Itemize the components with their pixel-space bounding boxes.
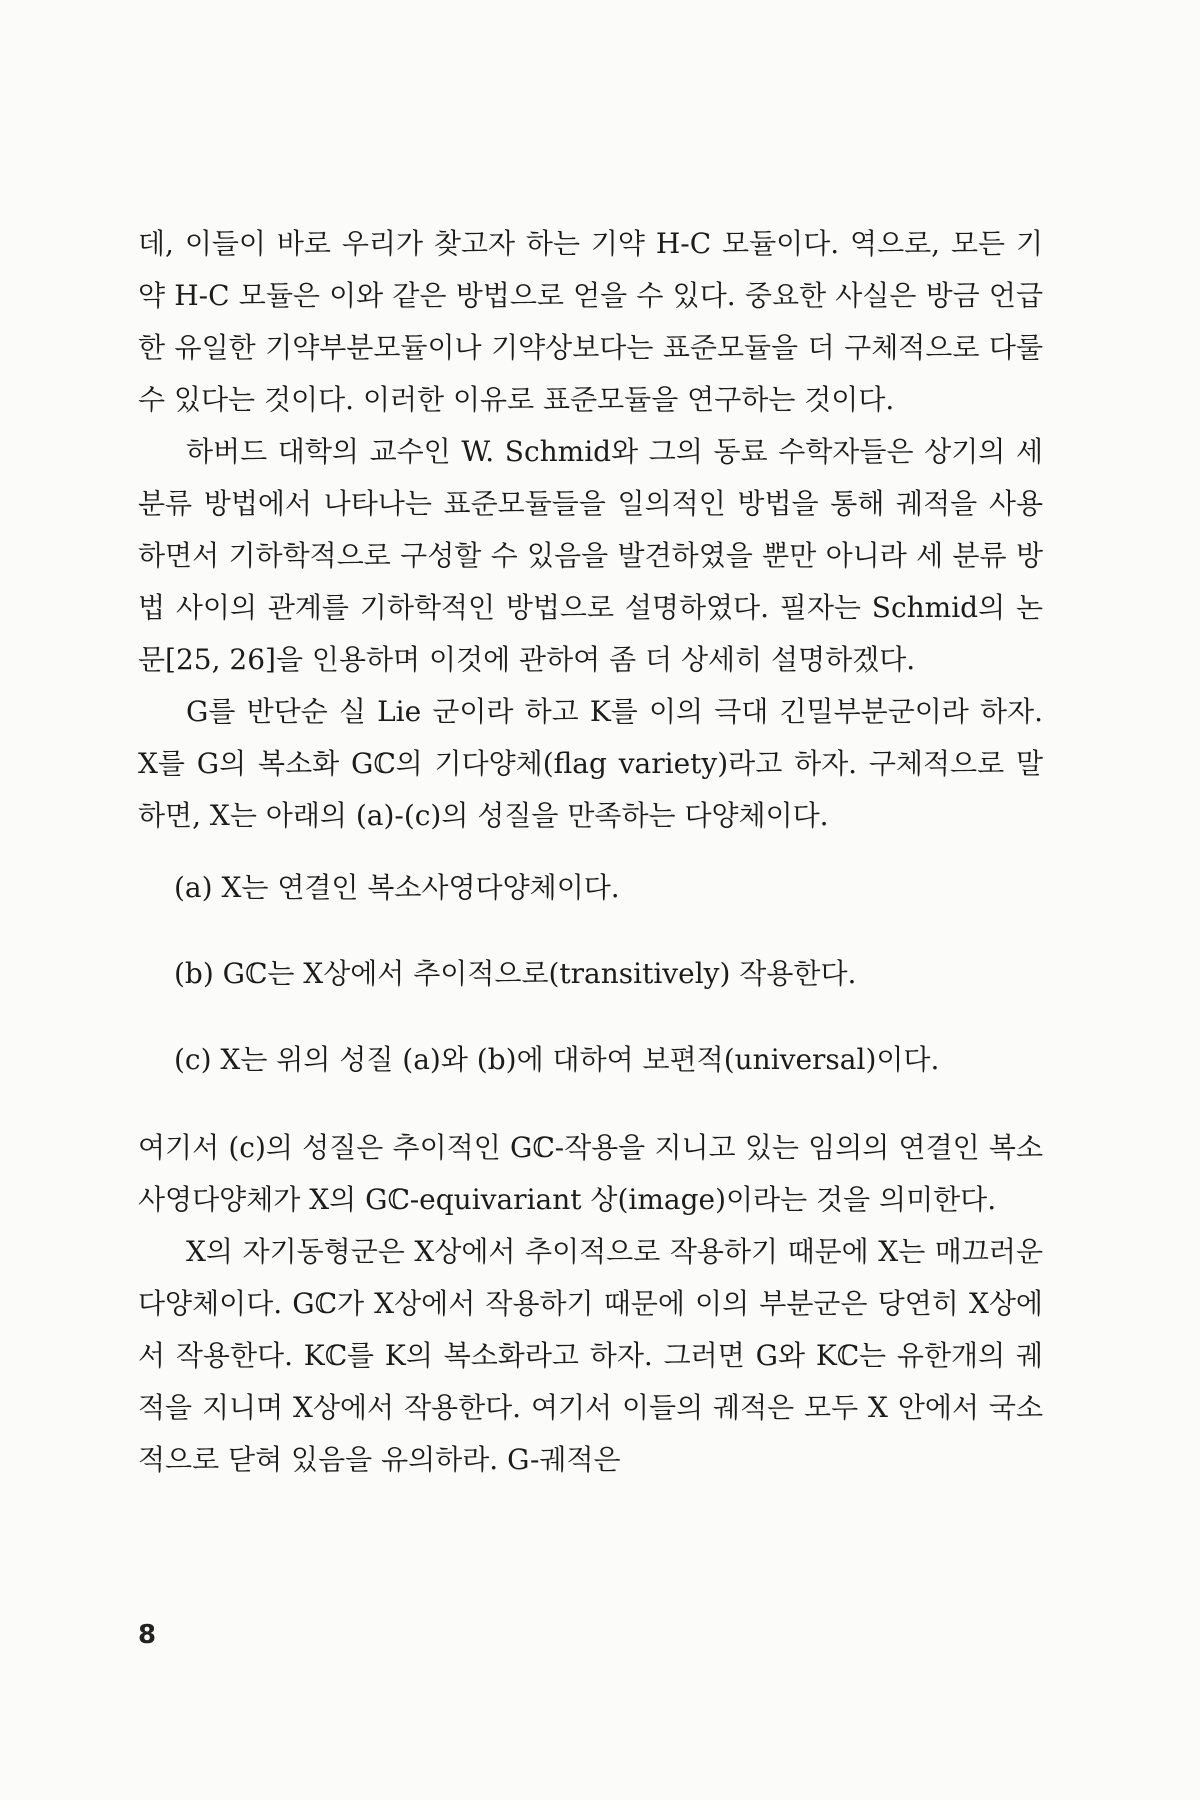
page-number: 8: [138, 1620, 157, 1650]
paragraph-automorphism: X의 자기동형군은 X상에서 추이적으로 작용하기 때문에 X는 매끄러운 다양체이다. Gℂ가 X상에서 작용하기 때문에 이의 부분군은 당연히 X상에서 작용한다. Kℂ를 K의 복소화라고 하자. 그러면 G와 Kℂ는 유한개의 궤적을 지니며 X상에서 작용한다. 여기서 이들의 궤적은 모두 X 안에서 국소적으로 닫혀 있음을 유의하라. G-궤적은: [138, 1235, 1043, 1476]
paragraph-continued: 데, 이들이 바로 우리가 찾고자 하는 기약 H-C 모듈이다. 역으로, 모든 기약 H-C 모듈은 이와 같은 방법으로 얻을 수 있다. 중요한 사실은 방금 언급한 유일한 기약부분모듈이나 기약상보다는 표준모듈을 더 구체적으로 다룰 수 있다는 것이다. 이러한 이유로 표준모듈을 연구하는 것이다.: [138, 227, 1043, 416]
list-item-b: (b) Gℂ는 X상에서 추이적으로(transitively) 작용한다.: [174, 957, 857, 990]
list-item-c: (c) X는 위의 성질 (a)와 (b)에 대하여 보편적(universal)이다.: [174, 1043, 940, 1076]
list-item-a: (a) X는 연결인 복소사영다양체이다.: [174, 871, 620, 904]
body-text: [138, 218, 1043, 1486]
paragraph-universal-meaning: 여기서 (c)의 성질은 추이적인 Gℂ-작용을 지니고 있는 임의의 연결인 복소 사영다양체가 X의 Gℂ-equivariant 상(image)이라는 것을 의미한다.: [138, 1131, 1043, 1216]
paragraph-schmid: 하버드 대학의 교수인 W. Schmid와 그의 동료 수학자들은 상기의 세 분류 방법에서 나타나는 표준모듈들을 일의적인 방법을 통해 궤적을 사용하면서 기하학적으로 구성할 수 있음을 발견하였을 뿐만 아니라 세 분류 방법 사이의 관계를 기하학적인 방법으로 설명하였다. 필자는 Schmid의 논문[25, 26]을 인용하며 이것에 관하여 좀 더 상세히 설명하겠다.: [138, 435, 1043, 676]
paragraph-definition: G를 반단순 실 Lie 군이라 하고 K를 이의 극대 긴밀부분군이라 하자. X를 G의 복소화 Gℂ의 기다양체(flag variety)라고 하자. 구체적으로 말하면, X는 아래의 (a)-(c)의 성질을 만족하는 다양체이다.: [138, 695, 1043, 832]
